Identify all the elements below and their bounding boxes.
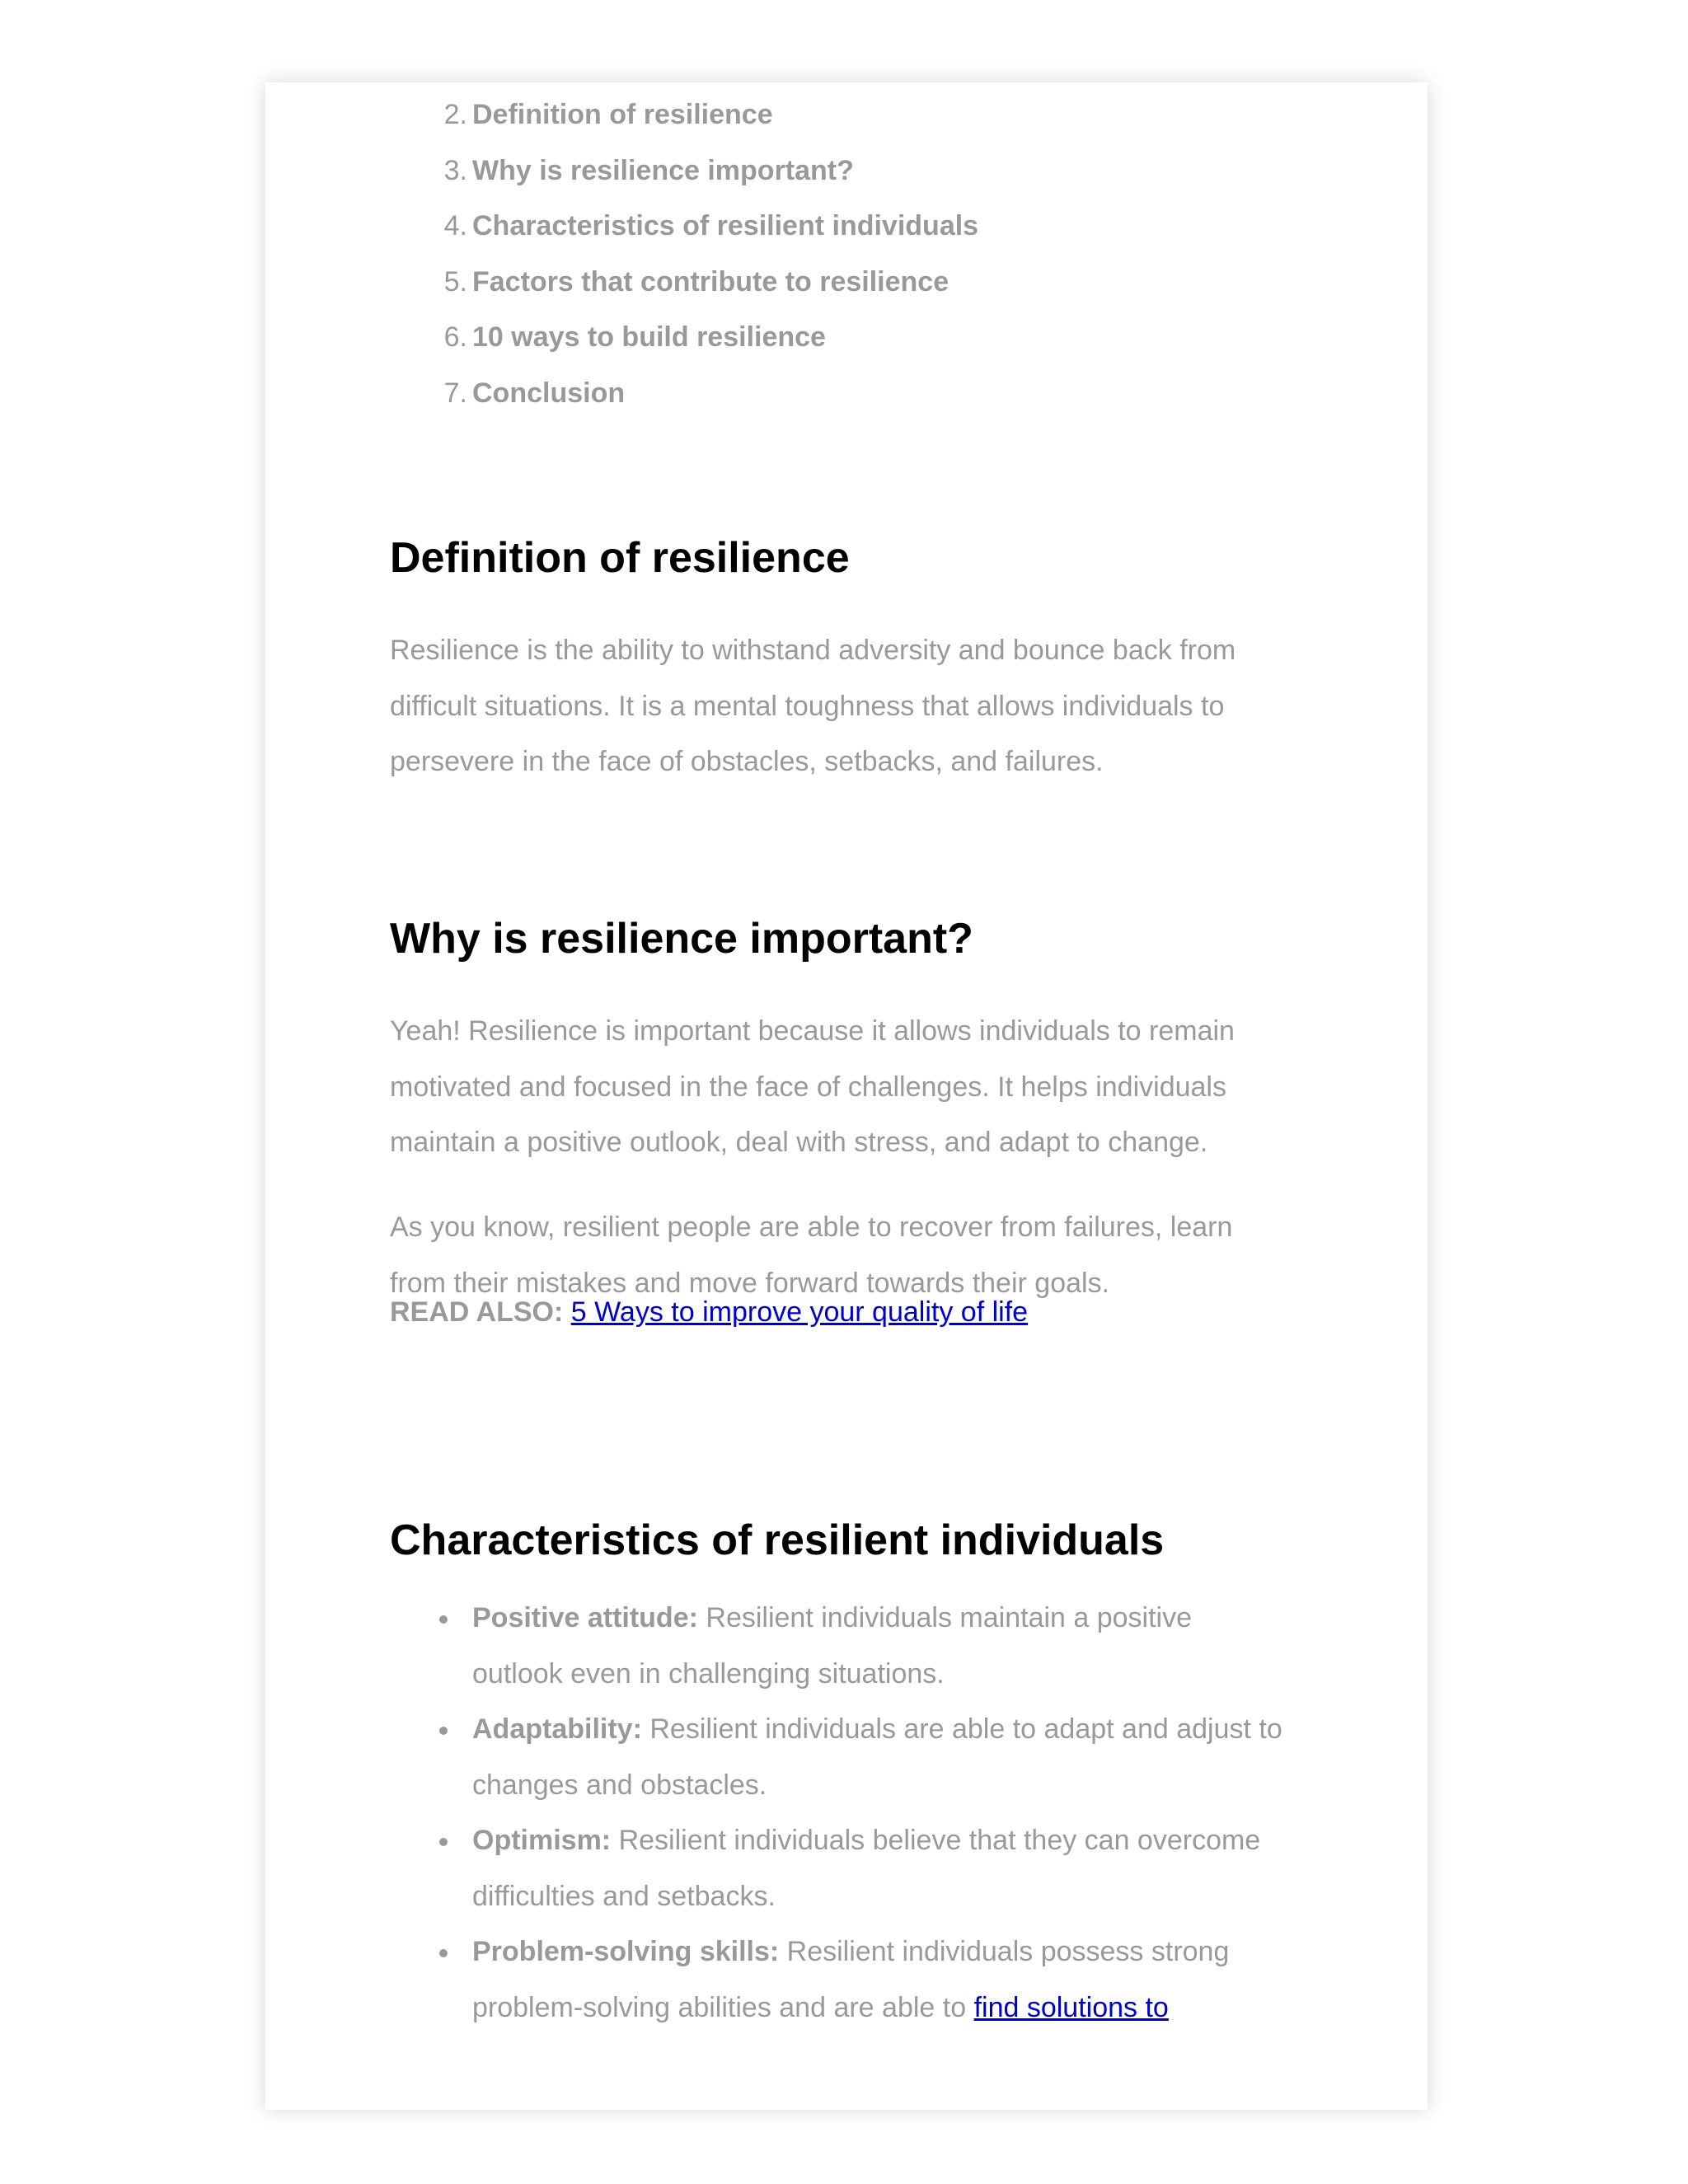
read-also-link[interactable]: 5 Ways to improve your quality of life <box>570 1296 1029 1328</box>
importance-paragraph-1: Yeah! Resilience is important because it allows individuals to remain motivated and focused in the face of challenges. It helps individuals maintain a positive outlook, deal with stress, and adapt to change. <box>390 1015 1235 1158</box>
article-card <box>265 82 1428 2110</box>
list-item <box>390 1591 1288 1702</box>
toc-item-number: 5. <box>443 265 467 298</box>
list-item-text: Resilient individuals believe that they can overcome difficulties and setbacks. <box>472 1825 1261 1912</box>
toc-item[interactable] <box>390 366 978 422</box>
definition-paragraph: Resilience is the ability to withstand adversity and bounce back from difficult situations. It is a mental toughness that allows individuals to persevere in the face of obstacles, setbacks, and failures. <box>390 635 1236 777</box>
list-item <box>390 1702 1288 1813</box>
list-item-term: Adaptability: <box>472 1713 642 1745</box>
list-item-term: Optimism: <box>472 1825 612 1856</box>
table-of-contents <box>390 87 978 421</box>
definition-heading: Definition of resilience <box>390 534 850 582</box>
read-also-label: READ ALSO: <box>390 1296 564 1328</box>
toc-item-title[interactable]: Conclusion <box>472 377 626 409</box>
find-solutions-link[interactable]: find solutions to <box>973 1991 1169 2023</box>
toc-item[interactable] <box>390 255 978 311</box>
toc-item[interactable] <box>390 310 978 366</box>
read-also <box>390 1285 1280 1341</box>
characteristics-heading: Characteristics of resilient individuals <box>390 1516 1165 1564</box>
toc-item-title[interactable]: Why is resilience important? <box>472 154 854 186</box>
toc-item-number: 3. <box>443 154 467 186</box>
toc-item-title[interactable]: Factors that contribute to resilience <box>472 265 950 298</box>
toc-item-title[interactable]: Definition of resilience <box>472 99 773 130</box>
list-item-text: Resilient individuals possess strong problem-solving abilities and are able to <box>472 1936 1230 2023</box>
list-item-text: Resilient individuals maintain a positive outlook even in challenging situations. <box>472 1602 1193 1690</box>
toc-item[interactable] <box>390 199 978 255</box>
toc-item-number: 2. <box>443 99 467 130</box>
importance-paragraph-2: As you know, resilient people are able to recover from failures, learn from their mistakes and move forward towards their goals. <box>390 1212 1233 1299</box>
toc-item[interactable] <box>390 87 978 143</box>
toc-item-number: 7. <box>443 377 467 409</box>
list-item-term: Problem-solving skills: <box>472 1936 780 1967</box>
list-item-text: Resilient individuals are able to adapt and adjust to changes and obstacles. <box>472 1713 1282 1801</box>
list-item <box>390 1924 1288 2036</box>
toc-item[interactable] <box>390 143 978 199</box>
characteristics-list <box>390 1591 1288 2036</box>
toc-item-title[interactable]: Characteristics of resilient individuals <box>472 210 979 241</box>
toc-item-number: 6. <box>443 321 467 353</box>
toc-item-number: 4. <box>443 210 467 241</box>
importance-heading: Why is resilience important? <box>390 915 973 963</box>
list-item-term: Positive attitude: <box>472 1602 698 1633</box>
toc-item-title[interactable]: 10 ways to build resilience <box>472 321 826 353</box>
list-item <box>390 1813 1288 1924</box>
